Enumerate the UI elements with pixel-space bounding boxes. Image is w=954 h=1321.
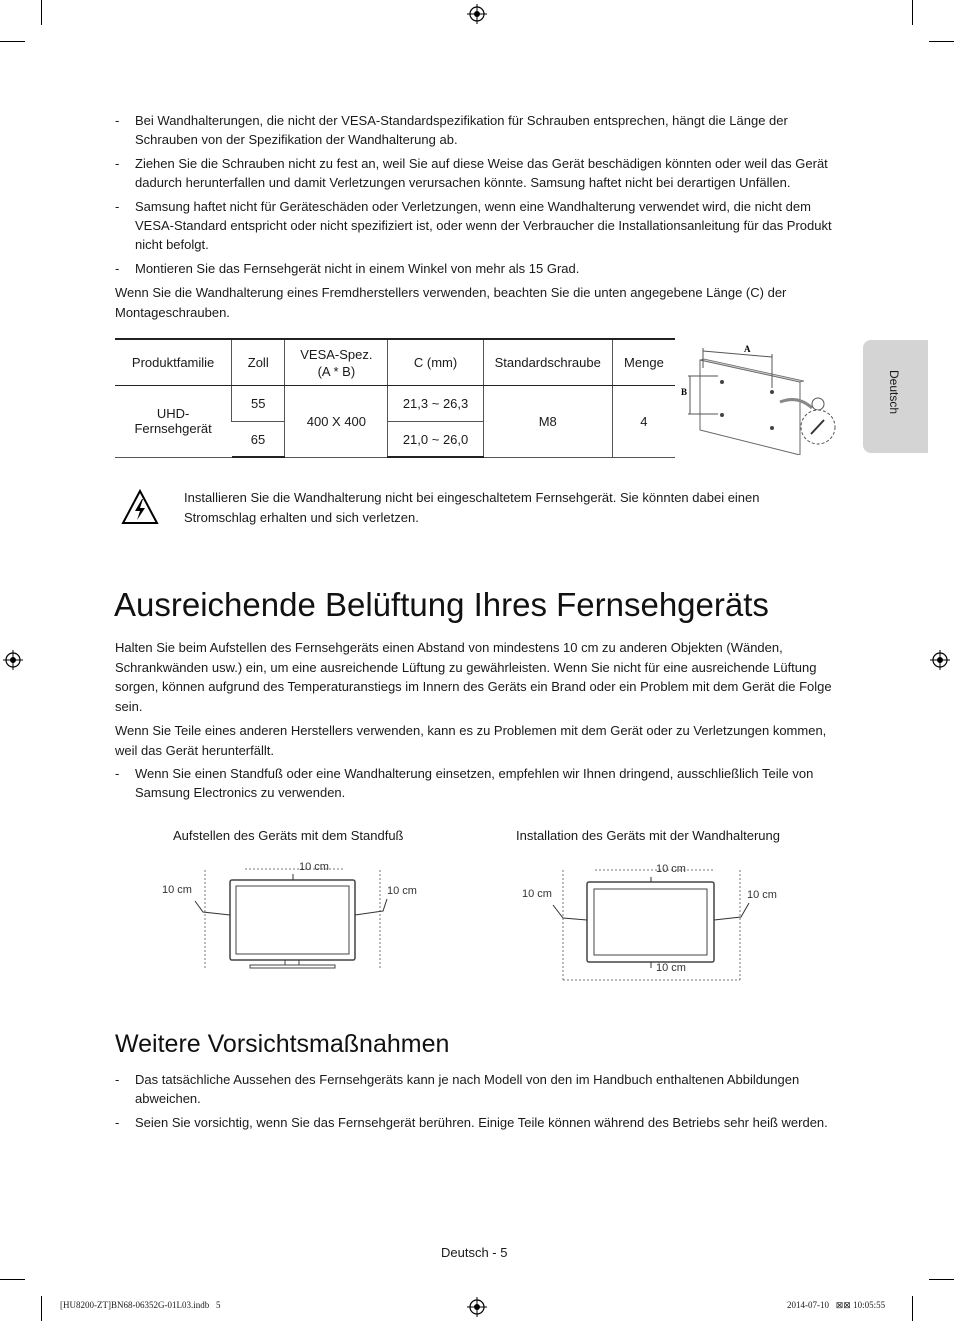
registration-mark-icon <box>467 4 487 24</box>
bullet-dash: - <box>115 199 120 214</box>
registration-mark-icon <box>3 650 23 670</box>
page-number: Deutsch - 5 <box>441 1245 508 1260</box>
header-cell: Standardschraube <box>483 339 612 386</box>
registration-mark-icon <box>930 650 950 670</box>
crop-mark <box>41 1296 42 1321</box>
list-item <box>115 1113 835 1132</box>
language-tab-label: Deutsch <box>887 370 901 415</box>
vesa-cell: 400 X 400 <box>285 386 388 458</box>
crop-mark <box>0 1279 25 1280</box>
screw-cell: M8 <box>483 386 612 458</box>
bullet-text: Wenn Sie einen Standfuß oder eine Wandhalterung einsetzen, empfehlen wir Ihnen dringend, ausschließlich Teile von Samsung Electronics zu verwenden. <box>135 766 814 800</box>
crop-mark <box>41 0 42 25</box>
header-cell <box>285 339 388 386</box>
crop-mark <box>0 41 25 42</box>
list-item <box>115 259 835 278</box>
wall-clearance-diagram <box>515 860 795 985</box>
ventilation-paragraph: Halten Sie beim Aufstellen des Fernsehgeräts einen Abstand von mindestens 10 cm zu anderen Objekten (Wänden, Schrankwänden usw.) ein, um eine ausreichende Lüftung zu gewährleisten. Wenn Sie nicht für eine ausreichende Lüftung sorgen, können aufgrund des Temperaturanstiegs im Innern des Geräts ein Brand oder ein Problem mit dem Gerät die Folge sein. <box>115 640 832 714</box>
header-cell: Produktfamilie <box>115 339 232 386</box>
print-slug-right: 2014-07-10 ⊠⊠ 10:05:55 <box>787 1300 886 1310</box>
bullet-text: Ziehen Sie die Schrauben nicht zu fest an, weil Sie auf diese Weise das Gerät beschädigen könnten oder weil das Gerät dadurch herunterfallen und damit Verletzungen verursachen könnte. Samsung haftet nicht bei derartigen Unfällen. <box>135 156 828 190</box>
stand-clearance-diagram <box>155 855 435 975</box>
list-item <box>115 111 835 149</box>
vesa-spec-table <box>115 338 675 458</box>
list-item <box>115 764 835 802</box>
list-item <box>115 1070 835 1108</box>
intro-paragraph: Wenn Sie die Wandhalterung eines Fremdherstellers verwenden, beachten Sie die unten angegebene Länge (C) der Montageschrauben. <box>115 285 787 320</box>
crop-mark <box>912 0 913 25</box>
header-vesa-line2: (A * B) <box>317 363 356 379</box>
ventilation-paragraph: Wenn Sie Teile eines anderen Herstellers verwenden, kann es zu Problemen mit dem Gerät oder zu Verletzungen kommen, weil das Gerät herunterfällt. <box>115 723 827 758</box>
caption-stand: Aufstellen des Geräts mit dem Standfuß <box>173 828 404 843</box>
qty-cell: 4 <box>612 386 675 458</box>
clearance-label-left: 10 cm <box>522 888 552 900</box>
caption-wall: Installation des Geräts mit der Wandhalterung <box>516 828 780 843</box>
table-row <box>115 386 675 422</box>
clearance-label-right: 10 cm <box>747 889 777 901</box>
bullet-dash: - <box>115 156 120 171</box>
family-cell: UHD-Fernsehgerät <box>115 386 232 458</box>
bullet-dash: - <box>115 113 120 128</box>
section-heading: Ausreichende Belüftung Ihres Fernsehgeräts <box>114 586 769 623</box>
bullet-text: Seien Sie vorsichtig, wenn Sie das Fernsehgerät berühren. Einige Teile können während des Betriebs sehr heiß werden. <box>135 1115 828 1130</box>
bullet-dash: - <box>115 261 120 276</box>
header-cell: C (mm) <box>388 339 483 386</box>
list-item <box>115 197 835 254</box>
bullet-text: Bei Wandhalterungen, die nicht der VESA-Standardspezifikation für Schrauben entsprechen, hängt die Länge der Schrauben von der Spezifikation der Wandhalterung ab. <box>135 113 788 147</box>
c-cell: 21,0 ~ 26,0 <box>388 422 483 458</box>
dim-label-a: A <box>744 344 751 354</box>
section-heading: Weitere Vorsichtsmaßnahmen <box>115 1030 450 1058</box>
size-cell: 55 <box>232 386 285 422</box>
bullet-text: Das tatsächliche Aussehen des Fernsehgeräts kann je nach Modell von den im Handbuch enthaltenen Abbildungen abweichen. <box>135 1072 800 1106</box>
crop-mark <box>929 1279 954 1280</box>
bullet-text: Samsung haftet nicht für Geräteschäden oder Verletzungen, wenn eine Wandhalterung verwendet wird, die nicht dem VESA-Standard entspricht oder nicht spezifiziert ist, oder wenn der Verbraucher die Installationsanleitung für das Produkt nicht befolgt. <box>135 199 832 252</box>
size-cell: 65 <box>232 422 285 458</box>
bullet-dash: - <box>115 1115 120 1130</box>
clearance-label-top: 10 cm <box>299 861 329 873</box>
clearance-label-right: 10 cm <box>387 885 417 897</box>
crop-mark <box>912 1296 913 1321</box>
print-slug-left: [HU8200-ZT]BN68-06352G-01L03.indb 5 <box>60 1300 221 1310</box>
bullet-dash: - <box>115 766 120 781</box>
clearance-label-top: 10 cm <box>656 863 686 875</box>
clearance-label-bottom: 10 cm <box>656 962 686 974</box>
warning-text: Installieren Sie die Wandhalterung nicht bei eingeschaltetem Fernsehgerät. Sie könnten dabei einen Stromschlag erhalten und sich verletzen. <box>184 490 760 525</box>
header-vesa-line1: VESA-Spez. <box>300 346 373 362</box>
c-cell: 21,3 ~ 26,3 <box>388 386 483 422</box>
table-header-row <box>115 339 675 386</box>
bullet-dash: - <box>115 1072 120 1087</box>
clearance-label-left: 10 cm <box>162 884 192 896</box>
dim-label-b: B <box>681 387 688 397</box>
bullet-text: Montieren Sie das Fernsehgerät nicht in einem Winkel von mehr als 15 Grad. <box>135 261 580 276</box>
crop-mark <box>929 41 954 42</box>
registration-mark-icon <box>467 1297 487 1317</box>
electric-shock-warning-icon <box>121 489 159 525</box>
wall-mount-diagram <box>680 340 840 455</box>
language-tab <box>863 340 928 453</box>
header-cell: Zoll <box>232 339 285 386</box>
list-item <box>115 154 835 192</box>
header-cell: Menge <box>612 339 675 386</box>
